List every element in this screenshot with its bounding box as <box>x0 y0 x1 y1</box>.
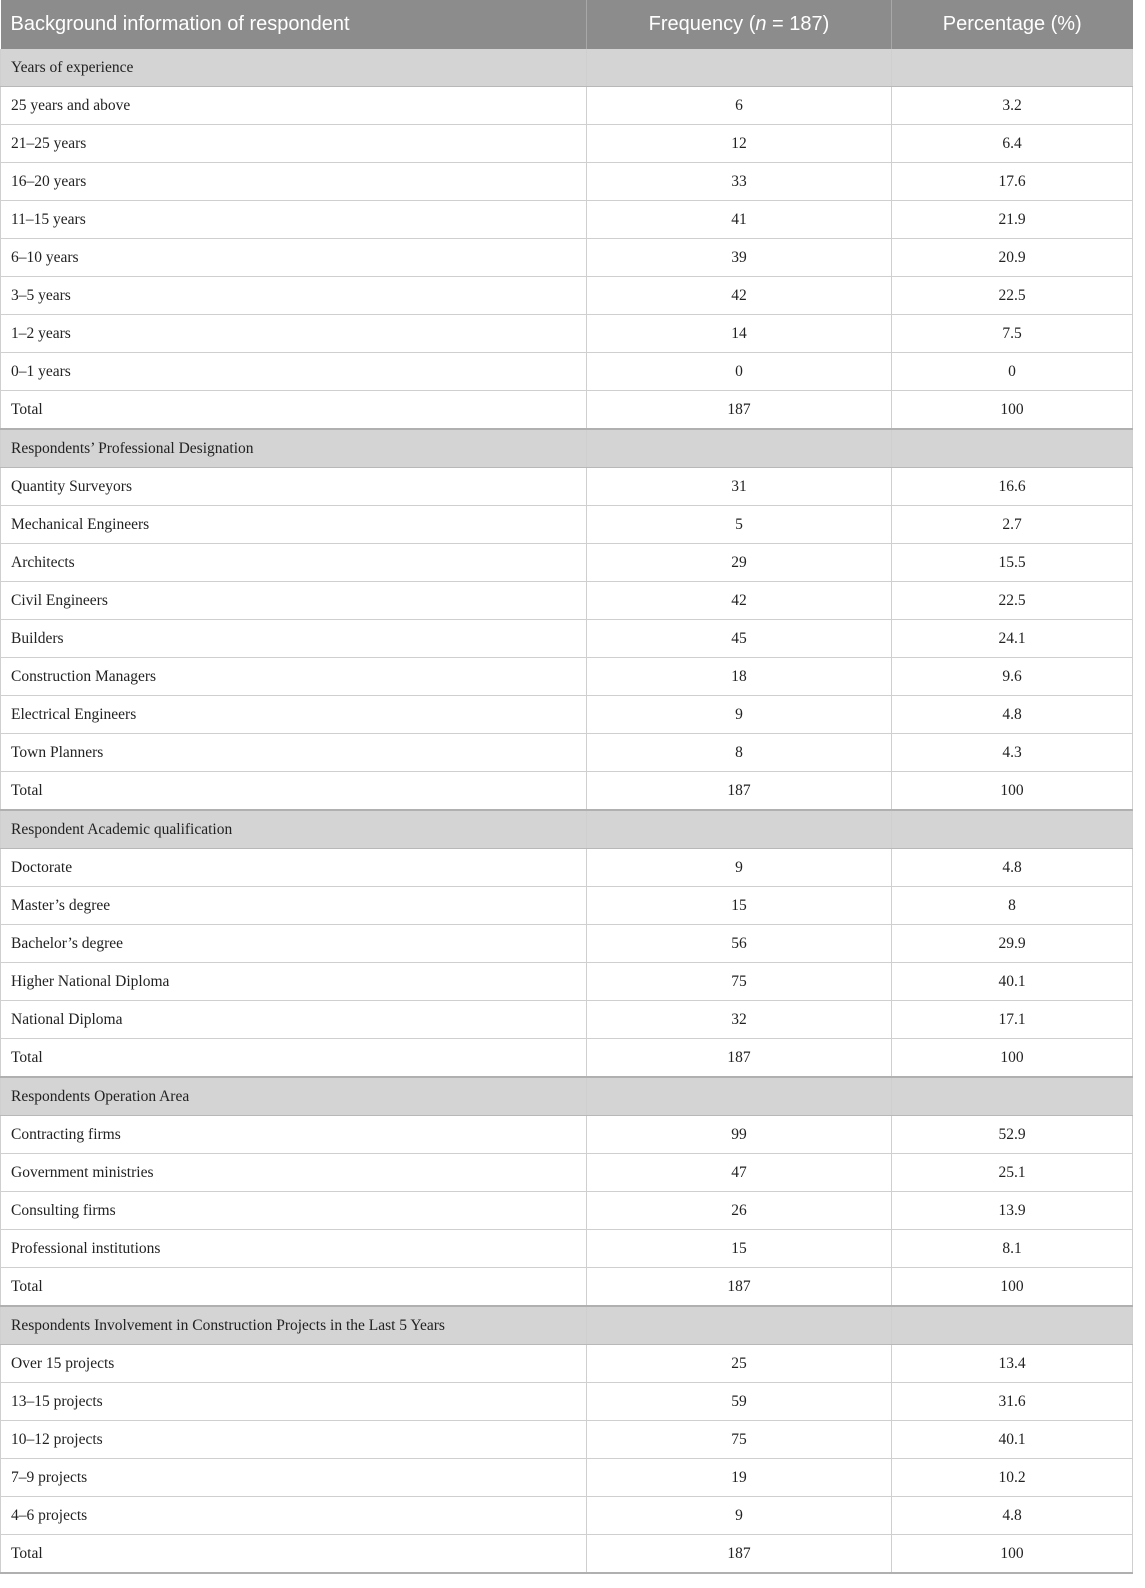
frequency-value: 31 <box>587 468 892 506</box>
section-empty-cell <box>587 1306 892 1345</box>
frequency-value: 42 <box>587 582 892 620</box>
percentage-value: 7.5 <box>892 315 1133 353</box>
header-percentage: Percentage (%) <box>892 0 1133 49</box>
table-header-row <box>1 0 1133 49</box>
table-row <box>1 1345 1133 1383</box>
table-row <box>1 658 1133 696</box>
frequency-value: 12 <box>587 125 892 163</box>
section-header-row <box>1 1077 1133 1116</box>
total-row <box>1 1535 1133 1574</box>
frequency-value: 19 <box>587 1459 892 1497</box>
table-row <box>1 468 1133 506</box>
frequency-value: 59 <box>587 1383 892 1421</box>
percentage-value: 17.6 <box>892 163 1133 201</box>
frequency-value: 9 <box>587 849 892 887</box>
row-label: Construction Managers <box>1 658 587 696</box>
row-label: Town Planners <box>1 734 587 772</box>
section-empty-cell <box>892 1077 1133 1116</box>
percentage-value: 25.1 <box>892 1154 1133 1192</box>
row-label: 13–15 projects <box>1 1383 587 1421</box>
frequency-value: 29 <box>587 544 892 582</box>
table-row <box>1 239 1133 277</box>
frequency-value: 9 <box>587 696 892 734</box>
table-row <box>1 353 1133 391</box>
frequency-value: 187 <box>587 1039 892 1078</box>
table-row <box>1 696 1133 734</box>
percentage-value: 8 <box>892 887 1133 925</box>
percentage-value: 4.3 <box>892 734 1133 772</box>
percentage-value: 17.1 <box>892 1001 1133 1039</box>
percentage-value: 13.4 <box>892 1345 1133 1383</box>
table-row <box>1 963 1133 1001</box>
row-label: Professional institutions <box>1 1230 587 1268</box>
row-label: Higher National Diploma <box>1 963 587 1001</box>
row-label: 21–25 years <box>1 125 587 163</box>
percentage-value: 21.9 <box>892 201 1133 239</box>
table-row <box>1 506 1133 544</box>
row-label: Total <box>1 1268 587 1307</box>
table-body <box>1 49 1133 1573</box>
table-row <box>1 544 1133 582</box>
row-label: Electrical Engineers <box>1 696 587 734</box>
row-label: Contracting firms <box>1 1116 587 1154</box>
section-header-row <box>1 49 1133 87</box>
table-row <box>1 620 1133 658</box>
row-label: 7–9 projects <box>1 1459 587 1497</box>
frequency-value: 56 <box>587 925 892 963</box>
total-row <box>1 1039 1133 1078</box>
row-label: 1–2 years <box>1 315 587 353</box>
frequency-value: 187 <box>587 1535 892 1574</box>
percentage-value: 29.9 <box>892 925 1133 963</box>
table-row <box>1 1459 1133 1497</box>
row-label: Quantity Surveyors <box>1 468 587 506</box>
section-header-row <box>1 1306 1133 1345</box>
section-empty-cell <box>587 810 892 849</box>
percentage-value: 20.9 <box>892 239 1133 277</box>
percentage-value: 4.8 <box>892 696 1133 734</box>
frequency-value: 5 <box>587 506 892 544</box>
percentage-value: 52.9 <box>892 1116 1133 1154</box>
table-row <box>1 277 1133 315</box>
frequency-value: 75 <box>587 1421 892 1459</box>
frequency-value: 187 <box>587 772 892 811</box>
percentage-value: 4.8 <box>892 1497 1133 1535</box>
percentage-value: 100 <box>892 772 1133 811</box>
frequency-value: 45 <box>587 620 892 658</box>
row-label: 0–1 years <box>1 353 587 391</box>
row-label: Total <box>1 391 587 430</box>
table-row <box>1 315 1133 353</box>
section-empty-cell <box>892 429 1133 468</box>
total-row <box>1 772 1133 811</box>
percentage-value: 24.1 <box>892 620 1133 658</box>
row-label: Doctorate <box>1 849 587 887</box>
table-row <box>1 163 1133 201</box>
row-label: Civil Engineers <box>1 582 587 620</box>
table-row <box>1 849 1133 887</box>
row-label: 10–12 projects <box>1 1421 587 1459</box>
percentage-value: 22.5 <box>892 277 1133 315</box>
table-row <box>1 1192 1133 1230</box>
percentage-value: 3.2 <box>892 87 1133 125</box>
row-label: 3–5 years <box>1 277 587 315</box>
percentage-value: 31.6 <box>892 1383 1133 1421</box>
section-title: Respondents’ Professional Designation <box>1 429 587 468</box>
row-label: 6–10 years <box>1 239 587 277</box>
row-label: Master’s degree <box>1 887 587 925</box>
section-title: Respondent Academic qualification <box>1 810 587 849</box>
header-frequency: Frequency (n = 187) <box>587 0 892 49</box>
percentage-value: 15.5 <box>892 544 1133 582</box>
total-row <box>1 1268 1133 1307</box>
table-row <box>1 887 1133 925</box>
row-label: Architects <box>1 544 587 582</box>
frequency-value: 32 <box>587 1001 892 1039</box>
frequency-value: 39 <box>587 239 892 277</box>
table-row <box>1 125 1133 163</box>
frequency-value: 99 <box>587 1116 892 1154</box>
section-empty-cell <box>892 1306 1133 1345</box>
section-title: Respondents Involvement in Construction Projects in the Last 5 Years <box>1 1306 587 1345</box>
percentage-value: 40.1 <box>892 1421 1133 1459</box>
section-title: Years of experience <box>1 49 587 87</box>
row-label: 11–15 years <box>1 201 587 239</box>
section-empty-cell <box>892 810 1133 849</box>
row-label: Total <box>1 1535 587 1574</box>
row-label: Bachelor’s degree <box>1 925 587 963</box>
frequency-value: 0 <box>587 353 892 391</box>
section-title: Respondents Operation Area <box>1 1077 587 1116</box>
frequency-value: 18 <box>587 658 892 696</box>
total-row <box>1 391 1133 430</box>
percentage-value: 0 <box>892 353 1133 391</box>
frequency-value: 14 <box>587 315 892 353</box>
table-row <box>1 1421 1133 1459</box>
table-row <box>1 87 1133 125</box>
percentage-value: 100 <box>892 391 1133 430</box>
frequency-value: 6 <box>587 87 892 125</box>
percentage-value: 6.4 <box>892 125 1133 163</box>
percentage-value: 16.6 <box>892 468 1133 506</box>
frequency-value: 187 <box>587 391 892 430</box>
percentage-value: 10.2 <box>892 1459 1133 1497</box>
percentage-value: 9.6 <box>892 658 1133 696</box>
table-row <box>1 1497 1133 1535</box>
frequency-value: 25 <box>587 1345 892 1383</box>
section-header-row <box>1 810 1133 849</box>
frequency-value: 187 <box>587 1268 892 1307</box>
row-label: Consulting firms <box>1 1192 587 1230</box>
percentage-value: 13.9 <box>892 1192 1133 1230</box>
percentage-value: 2.7 <box>892 506 1133 544</box>
header-background-info: Background information of respondent <box>1 0 587 49</box>
percentage-value: 22.5 <box>892 582 1133 620</box>
percentage-value: 100 <box>892 1268 1133 1307</box>
percentage-value: 100 <box>892 1535 1133 1574</box>
row-label: 16–20 years <box>1 163 587 201</box>
table-row <box>1 1230 1133 1268</box>
table-row <box>1 1116 1133 1154</box>
row-label: 25 years and above <box>1 87 587 125</box>
section-header-row <box>1 429 1133 468</box>
frequency-value: 75 <box>587 963 892 1001</box>
percentage-value: 40.1 <box>892 963 1133 1001</box>
table-row <box>1 1001 1133 1039</box>
section-empty-cell <box>587 429 892 468</box>
row-label: Total <box>1 772 587 811</box>
table-row <box>1 734 1133 772</box>
frequency-value: 15 <box>587 1230 892 1268</box>
table-row <box>1 1154 1133 1192</box>
row-label: Builders <box>1 620 587 658</box>
table-row <box>1 201 1133 239</box>
row-label: Total <box>1 1039 587 1078</box>
row-label: Government ministries <box>1 1154 587 1192</box>
section-empty-cell <box>587 1077 892 1116</box>
percentage-value: 8.1 <box>892 1230 1133 1268</box>
frequency-value: 8 <box>587 734 892 772</box>
percentage-value: 4.8 <box>892 849 1133 887</box>
row-label: Mechanical Engineers <box>1 506 587 544</box>
row-label: 4–6 projects <box>1 1497 587 1535</box>
frequency-value: 26 <box>587 1192 892 1230</box>
frequency-value: 15 <box>587 887 892 925</box>
frequency-value: 41 <box>587 201 892 239</box>
frequency-value: 47 <box>587 1154 892 1192</box>
frequency-value: 42 <box>587 277 892 315</box>
section-empty-cell <box>892 49 1133 87</box>
table-row <box>1 925 1133 963</box>
row-label: Over 15 projects <box>1 1345 587 1383</box>
table-row <box>1 582 1133 620</box>
frequency-value: 33 <box>587 163 892 201</box>
table-row <box>1 1383 1133 1421</box>
percentage-value: 100 <box>892 1039 1133 1078</box>
frequency-value: 9 <box>587 1497 892 1535</box>
row-label: National Diploma <box>1 1001 587 1039</box>
section-empty-cell <box>587 49 892 87</box>
